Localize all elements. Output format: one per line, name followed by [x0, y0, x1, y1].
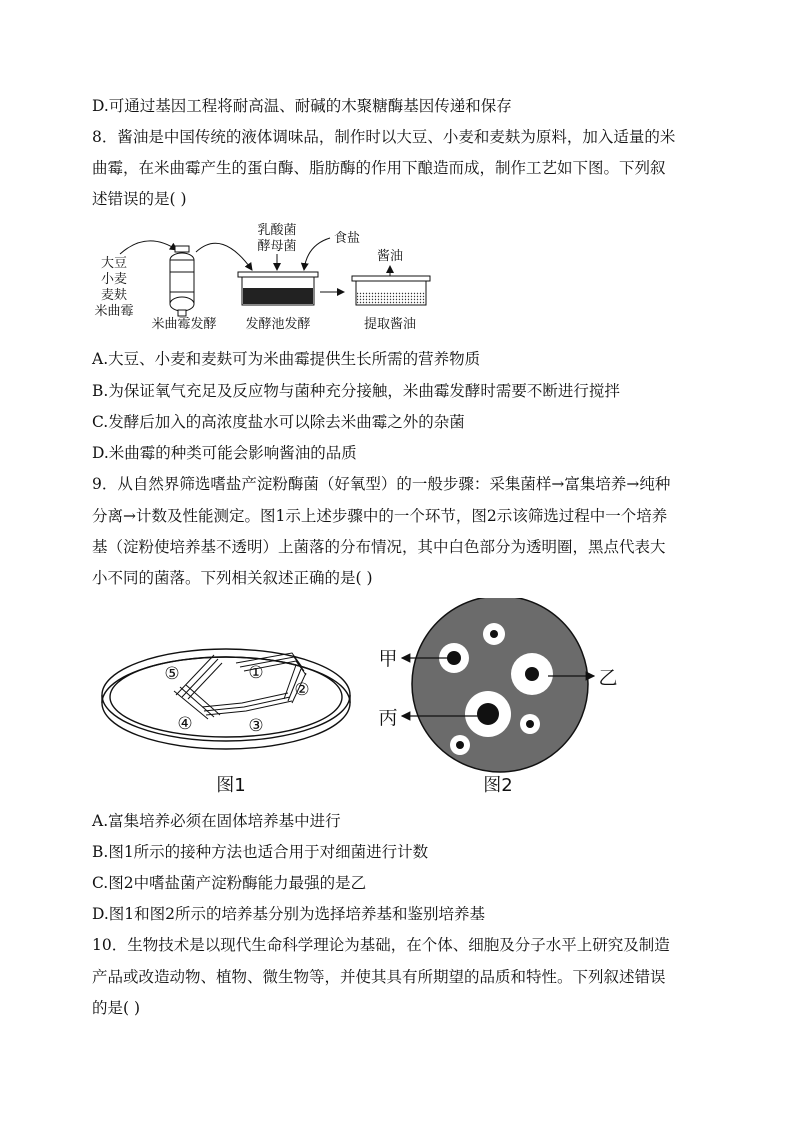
soy-sauce-process-diagram [92, 220, 452, 335]
streak-plate-diagram [96, 615, 358, 805]
q10-stem-line-1: 10．生物技术是以现代生命科学理论为基础，在个体、细胞及分子水平上研究及制造 [92, 936, 670, 954]
culture-plate [412, 598, 588, 772]
flow-arrow [304, 238, 330, 270]
zone-label: ③ [248, 716, 264, 736]
colony-label-yi: 乙 [598, 667, 618, 689]
microbe-label: 酵母菌 [257, 239, 297, 254]
fermenter-vessel-icon [170, 246, 194, 316]
q10-stem-line-2: 产品或改造动物、植物、微生物等，并使其具有所期望的品质和特性。下列叙述错误 [92, 968, 666, 986]
colony-label-jia: 甲 [378, 648, 398, 670]
material-label: 小麦 [100, 272, 128, 287]
q8-option-b: B.为保证氧气充足及反应物与菌种充分接触，米曲霉发酵时需要不断进行搅拌 [92, 382, 620, 400]
step1-label: 米曲霉发酵 [151, 317, 217, 332]
zone-label: ① [248, 663, 264, 683]
colony-bing [465, 691, 511, 737]
flow-arrow [196, 243, 252, 270]
step2-label: 发酵池发酵 [245, 317, 311, 332]
q9-option-b: B.图1所示的接种方法也适合用于对细菌进行计数 [92, 843, 429, 861]
extraction-vessel-icon [352, 276, 430, 305]
colony-yi [511, 653, 553, 695]
colony [520, 714, 540, 734]
q10-stem-line-3: 的是( ) [92, 999, 141, 1017]
fermentation-pool-icon [238, 272, 318, 305]
zone-label: ④ [177, 714, 193, 734]
material-label: 大豆 [100, 256, 128, 271]
step3-label: 提取酱油 [363, 317, 417, 332]
q8-option-a: A.大豆、小麦和麦麸可为米曲霉提供生长所需的营养物质 [92, 350, 481, 368]
colony [483, 623, 505, 645]
petri-dish-icon [102, 649, 350, 749]
q9-stem-line-2: 分离→计数及性能测定。图1示上述步骤中的一个环节，图2示该筛选过程中一个培养 [92, 507, 668, 525]
material-label: 米曲霉 [94, 304, 134, 319]
salt-label: 食盐 [333, 231, 361, 246]
q8-stem-line-2: 曲霉，在米曲霉产生的蛋白酶、脂肪酶的作用下酿造而成，制作工艺如下图。下列叙 [92, 159, 666, 177]
q8-option-d: D.米曲霉的种类可能会影响酱油的品质 [92, 444, 357, 462]
product-label: 酱油 [376, 249, 404, 264]
q8-stem-line-3: 述错误的是( ) [92, 190, 187, 208]
figure1-caption: 图1 [216, 775, 246, 796]
zone-label: ⑤ [164, 664, 180, 684]
colony [450, 735, 470, 755]
figure2-caption: 图2 [483, 775, 513, 796]
q9-option-d: D.图1和图2所示的培养基分别为选择培养基和鉴别培养基 [92, 905, 486, 923]
q8-stem-line-1: 8．酱油是中国传统的液体调味品，制作时以大豆、小麦和麦麸为原料，加入适量的米 [92, 128, 676, 146]
colony-label-bing: 丙 [378, 707, 398, 729]
microbe-label: 乳酸菌 [257, 223, 297, 238]
material-label: 麦麸 [100, 288, 128, 303]
streak-lines [174, 653, 306, 719]
q9-stem-line-3: 基（淀粉使培养基不透明）上菌落的分布情况，其中白色部分为透明圈，黑点代表大 [92, 538, 666, 556]
q9-stem-line-4: 小不同的菌落。下列相关叙述正确的是( ) [92, 569, 373, 587]
q7-option-d: D.可通过基因工程将耐高温、耐碱的木聚糖酶基因传递和保存 [92, 97, 512, 115]
q9-option-c: C.图2中嗜盐菌产淀粉酶能力最强的是乙 [92, 874, 367, 892]
q9-option-a: A.富集培养必须在固体培养基中进行 [92, 812, 341, 830]
zone-label: ② [294, 680, 310, 700]
colony-plate-diagram [372, 598, 620, 808]
flow-arrow [120, 241, 177, 254]
q9-stem-line-1: 9．从自然界筛选嗜盐产淀粉酶菌（好氧型）的一般步骤：采集菌样→富集培养→纯种 [92, 475, 671, 493]
q8-option-c: C.发酵后加入的高浓度盐水可以除去米曲霉之外的杂菌 [92, 413, 465, 431]
